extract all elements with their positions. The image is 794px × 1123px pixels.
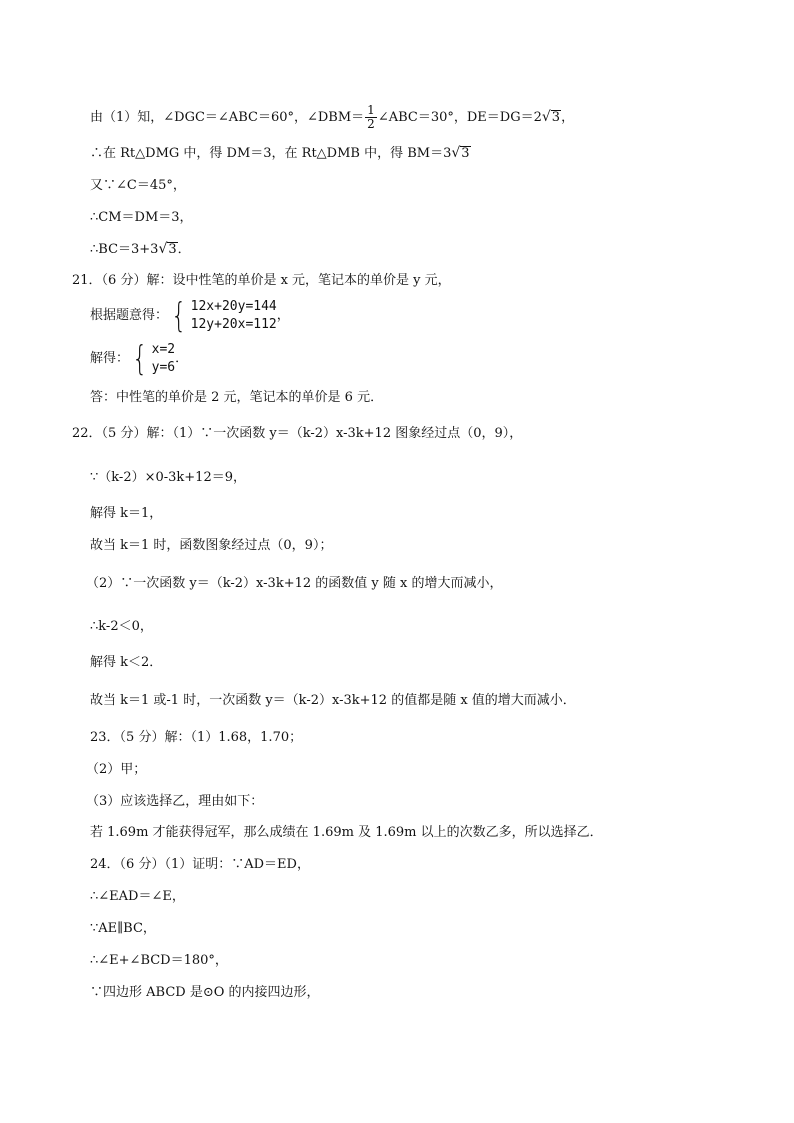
q22-line-5: （2）∵一次函数 y＝（k-2）x-3k+12 的函数值 y 随 x 的增大而减小， — [86, 576, 503, 591]
q22-line-6: ∴k-2＜0， — [90, 619, 153, 634]
left-brace-icon: { — [132, 339, 148, 379]
q24-line-3: ∵AE∥BC， — [90, 921, 156, 936]
fraction-one-half: $\frac{1}{2}$ — [367, 103, 375, 131]
sqrt-icon: √ — [158, 241, 168, 257]
q22-line-1: 22．（5 分）解：（1）∵一次函数 y＝（k-2）x-3k+12 图象经过点（0，9）， — [72, 426, 523, 441]
solution-system: 解得： { x=2 y=6 ． — [90, 339, 189, 379]
q21-line-1: 21．（6 分）解：设中性笔的单价是 x 元，笔记本的单价是 y 元， — [72, 273, 451, 288]
q21-answer: 答：中性笔的单价是 2 元，笔记本的单价是 6 元． — [90, 390, 384, 405]
part20-line-4: ∴CM＝DM＝3， — [90, 210, 193, 225]
part20-line-3: 又∵∠C＝45°， — [90, 178, 186, 193]
q24-line-4: ∴∠E+∠BCD＝180°， — [90, 953, 228, 968]
q23-line-1: 23．（5 分）解：（1）1.68，1.70； — [90, 730, 303, 745]
equation-system: 根据题意得： { 12x+20y=144 12y+20x=112 ， — [90, 296, 290, 336]
q23-line-2: （2）甲； — [86, 762, 147, 777]
q22-line-4: 故当 k＝1 时，函数图象经过点（0，9）； — [90, 538, 333, 553]
q23-line-4: 若 1.69m 才能获得冠军，那么成绩在 1.69m 及 1.69m 以上的次数乙多，所以选择乙． — [90, 825, 603, 840]
q21-solution-line — [90, 341, 188, 377]
q23-line-3: （3）应该选择乙，理由如下： — [86, 794, 264, 809]
q24-line-5: ∵四边形 ABCD 是⊙O 的内接四边形， — [90, 985, 320, 1000]
left-brace-icon: { — [171, 296, 187, 336]
solution-y: y=6 — [151, 360, 176, 375]
equation-2: 12y+20x=112 — [190, 317, 277, 332]
equation-1: 12x+20y=144 — [190, 299, 277, 314]
q21-system-line — [90, 298, 290, 334]
sqrt-icon: √ — [541, 109, 551, 125]
q24-line-2: ∴∠EAD＝∠E， — [90, 889, 185, 904]
q24-line-1: 24．（6 分）（1）证明：∵AD＝ED， — [90, 857, 310, 872]
q22-line-7: 解得 k＜2． — [90, 655, 163, 670]
sqrt-icon: √ — [451, 145, 461, 161]
q22-line-2: ∵（k-2）×0-3k+12＝9， — [90, 470, 246, 485]
part20-line-1: 由（1）知，∠DGC＝∠ABC＝60°，∠DBM＝ $\frac{1}{2}$ ∠ABC＝30°，DE＝DG＝2√3， — [90, 103, 575, 131]
part20-line-5: ∴BC＝3+3√3． — [90, 241, 191, 257]
q22-line-8: 故当 k＝1 或-1 时，一次函数 y＝（k-2）x-3k+12 的值都是随 x 值的增大而减小． — [90, 693, 576, 708]
q22-line-3: 解得 k＝1， — [90, 506, 163, 521]
solution-x: x=2 — [151, 342, 176, 357]
part20-line-2: ∴在 Rt△DMG 中，得 DM＝3，在 Rt△DMB 中，得 BM＝3√3 — [90, 145, 470, 161]
